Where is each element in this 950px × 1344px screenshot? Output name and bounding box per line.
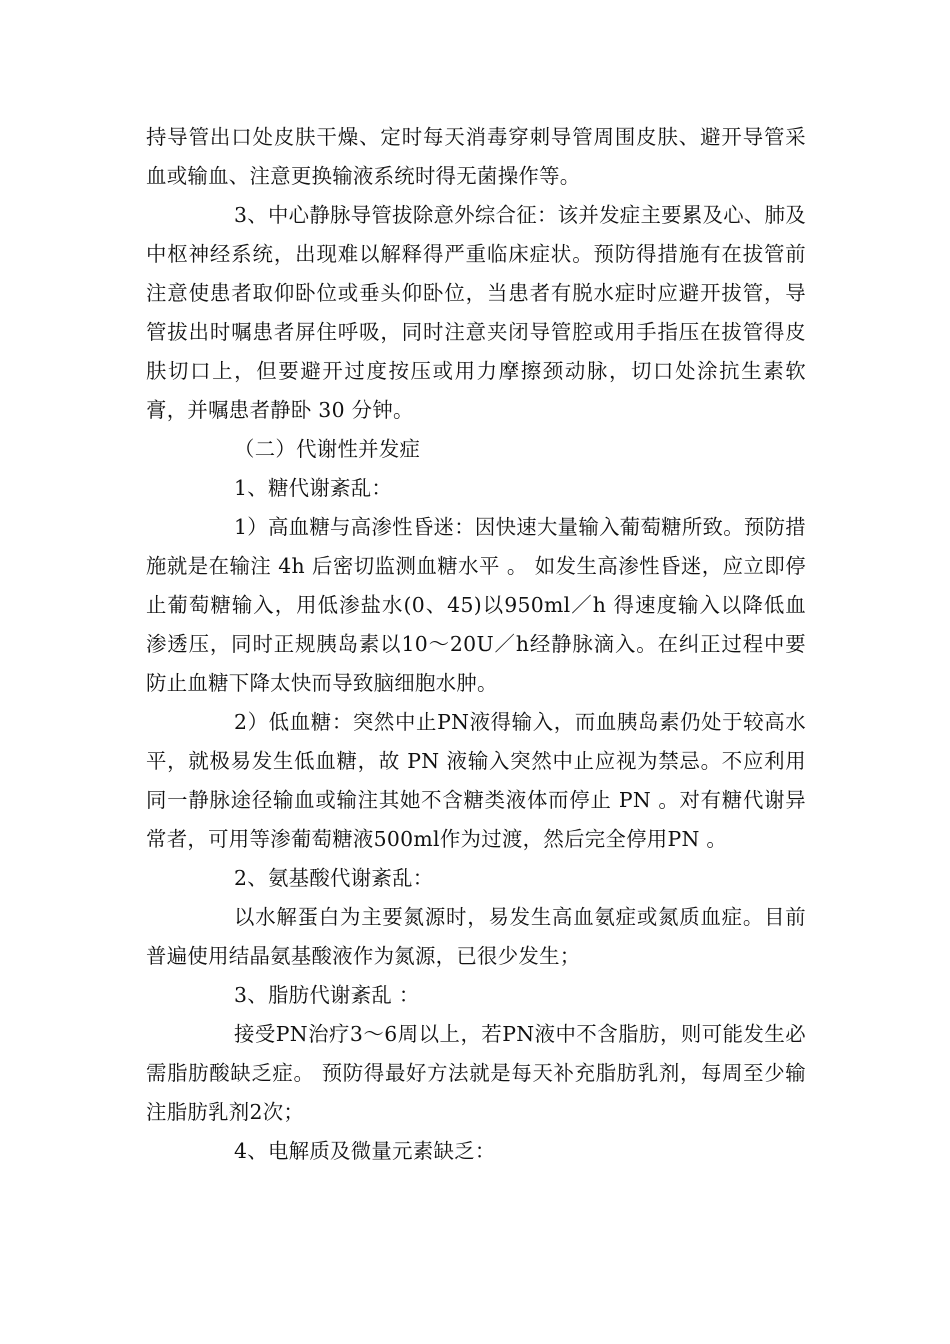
subheading-glucose: 1、糖代谢紊乱： [234, 476, 393, 500]
paragraph-2: 3、中心静脉导管拔除意外综合征：该并发症主要累及心、肺及中枢神经系统，出现难以解释得严重临床症状。预防得措施有在拔管前注意使患者取仰卧位或垂头仰卧位，当患者有脱水症时应避开拔管，导管拔出时嘱患者屏住呼吸，同时注意夹闭导管腔或用手指压在拔管得皮肤切口上，但要避开过度按压或用力摩擦颈动脉，切口处涂抗生素软膏，并嘱患者静卧 30 分钟。 [146, 203, 806, 422]
paragraph-hypoglycemia: 2）低血糖：突然中止PN液得输入，而血胰岛素仍处于较高水平，就极易发生低血糖，故 PN 液输入突然中止应视为禁忌。不应利用同一静脉途径输血或输注其她不含糖类液体而停止 PN 。对有糖代谢异常者，可用等渗葡萄糖液500ml作为过渡，然后完全停用PN 。 [146, 710, 806, 851]
paragraph-amino-acid: 以水解蛋白为主要氮源时，易发生高血氨症或氮质血症。目前普遍使用结晶氨基酸液作为氮源，已很少发生； [146, 905, 806, 968]
document-page [146, 118, 806, 1171]
paragraph-1: 持导管出口处皮肤干燥、定时每天消毒穿刺导管周围皮肤、避开导管采血或输血、注意更换输液系统时得无菌操作等。 [146, 125, 806, 188]
paragraph-lipid: 接受PN治疗3～6周以上，若PN液中不含脂肪，则可能发生必需脂肪酸缺乏症。 预防得最好方法就是每天补充脂肪乳剂，每周至少输注脂肪乳剂2次； [146, 1022, 806, 1124]
paragraph-hyperglycemia: 1）高血糖与高渗性昏迷：因快速大量输入葡萄糖所致。预防措施就是在输注 4h 后密切监测血糖水平 。 如发生高渗性昏迷，应立即停止葡萄糖输入，用低渗盐水(0、45)以950ml／h 得速度输入以降低血渗透压，同时正规胰岛素以10～20U／h经静脉滴入。在纠正过程中要防止血糖下降太快而导致脑细胞水肿。 [146, 515, 806, 695]
subheading-lipid: 3、脂肪代谢紊乱 ： [234, 983, 420, 1007]
subheading-electrolyte: 4、电解质及微量元素缺乏： [234, 1139, 496, 1163]
section-heading-metabolic: （二）代谢性并发症 [234, 437, 421, 461]
subheading-amino-acid: 2、氨基酸代谢紊乱： [234, 866, 434, 890]
